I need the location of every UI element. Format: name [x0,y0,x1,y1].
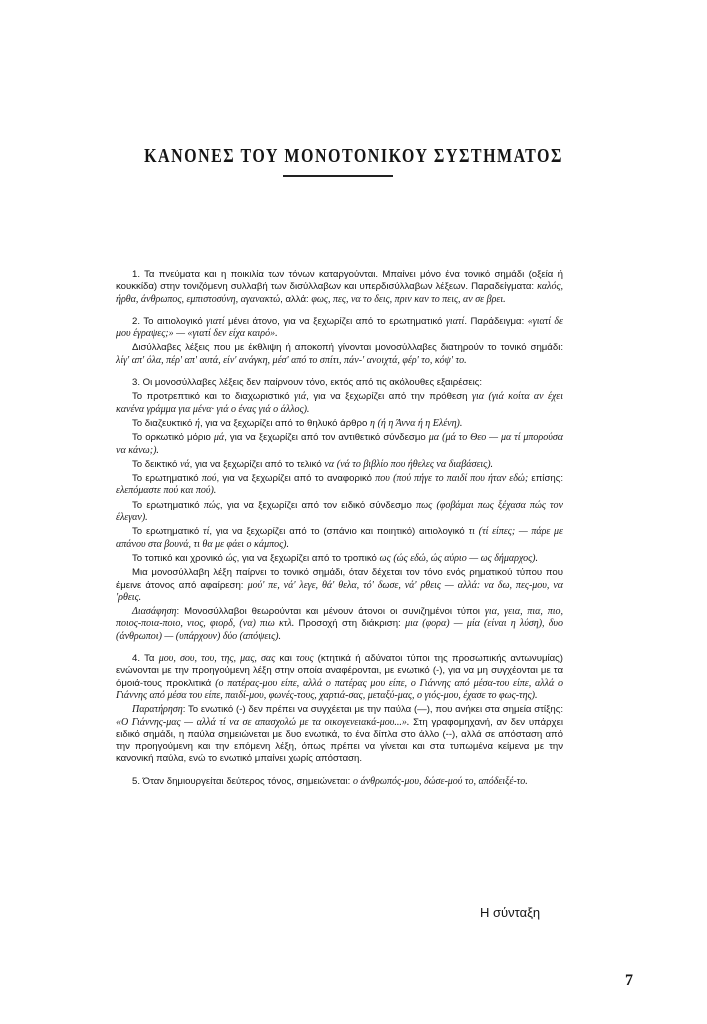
rule-paragraph [116,526,563,551]
paragraph-text: Το δεικτικό [132,458,180,470]
example-text: ελεπόμαστε πού και πού). [116,485,217,497]
paragraph-text: , αλλά: [280,293,312,305]
example-text: ώς [225,552,237,564]
paragraph-text: και [275,653,297,665]
paragraph-text: μένει άτονο, για να ξεχωρίζει από το ερωτηματικό [224,315,446,327]
paragraph-text: . Παράδειγμα: [464,315,528,327]
example-text: μα [428,432,440,444]
rule-paragraph [116,473,563,498]
rule-paragraph [116,316,563,341]
example-text: ο άνθρωπός-μου, δώσε-μού το, απόδειξέ-το. [352,775,528,787]
paragraph-text: , για να ξεχωρίζει από το τελικό [189,458,325,470]
paragraph-text: : Μονοσύλλαβοι θεωρούνται και μένουν άτονοι οι συνιζημένοι τύποι [176,606,485,618]
paragraph-text: Το ερωτηματικό [132,526,204,538]
example-text: να [324,458,335,470]
paragraph-text: 1. Τα πνεύματα και η ποικιλία των τόνων καταργούνται. Μπαίνει μόνο ένα τονικό σημάδι (οξεία ή κουκκίδα) στην τονιζόμενη συλλαβή των δισύλλαβων και υπερδισύλλαβων λέξεων. Παραδείγματα: [116,269,563,293]
example-text: τί [203,526,210,538]
paragraph-text: : Το ενωτικό (-) δεν πρέπει να συγχέεται με την παύλα (—), που ανήκει στα σημεία στίξης: [182,704,563,716]
example-text: Παρατήρηση [132,704,183,716]
rule-paragraph [116,342,563,367]
example-text: ή [194,417,200,429]
example-text: μια (φορα) — μία (είναι η λύση), δυο (άνθρωποι) — (υπάρχουν) δύο (απόψεις). [116,618,563,642]
example-text: πως [416,499,433,511]
example-text: (τί είπες; — πάρε με απάνου στα βουνά, τι θα με φάει ο κάμπος). [116,526,563,550]
example-text: ως [379,552,391,564]
example-text: τους [296,653,314,665]
paragraph-text: 2. Το αιτιολογικό [132,315,207,327]
example-text: (ή η Άννα ή η Ελένη). [377,417,463,429]
rule-paragraph [116,704,563,765]
rule-paragraph [116,269,563,306]
example-text: μά [213,432,225,444]
paragraph-text: 4. Τα [132,653,159,665]
title-underline [283,175,393,177]
rule-paragraph [116,500,563,525]
example-text: λίγ' απ' όλα, πέρ' απ' αυτά, είν' ανάγκη, μέσ' από το σπίτι, πάν-' ανοιχτά, φέρ' το, κόψ' το. [116,354,467,366]
example-text: γιά [294,391,307,403]
example-text: που [375,473,390,485]
example-text: νά [179,458,190,470]
rule-paragraph [116,606,563,643]
example-text: (ώς εδώ, ώς αύριο — ως δήμαρχος). [393,552,538,564]
rule-paragraph [116,391,563,416]
example-text: για [472,391,484,403]
example-text: Διασάφηση [132,606,177,618]
rule-paragraph [116,776,563,788]
paragraph-text: 3. Οι μονοσύλλαβες λέξεις δεν παίρνουν τόνο, εκτός από τις ακόλουθες εξαιρέσεις: [132,377,483,389]
paragraph-text: , για να ξεχωρίζει από την πρόθεση [306,391,473,403]
rule-paragraph [116,459,563,471]
paragraph-text: Το ερωτηματικό [132,473,202,485]
paragraph-text: Το ερωτηματικό [132,499,204,511]
example-text: πώς [203,499,220,511]
page-number: 7 [625,972,633,989]
paragraph-text: , για να ξεχωρίζει από το (σπάνιο και ποιητικό) αιτιολογικό [209,526,469,538]
example-text: μού' πε, νά' λεγε, θά' θελα, τό' δωσε, νά' ρθεις — αλλά: να δω, πες-μου, να 'ρθεις. [116,579,564,603]
page-title: ΚΑΝΟΝΕΣ ΤΟΥ ΜΟΝΟΤΟΝΙΚΟΥ ΣΥΣΤΗΜΑΤΟΣ [144,145,563,167]
rule-paragraph [116,653,563,702]
example-text: (φοβάμαι πως ξέχασα πώς τον έλεγαν). [116,499,563,524]
paragraph-text: , για να ξεχωρίζει από το αναφορικό [216,473,376,485]
rule-paragraph [116,418,563,430]
rule-paragraph [116,432,563,457]
paragraph-text: , για να ξεχωρίζει από τον αντιθετικό σύνδεσμο [224,432,429,444]
paragraph-text: Το διαζευκτικό [132,417,195,429]
signature: Η σύνταξη [480,905,541,920]
paragraph-text: , για να ξεχωρίζει από το τροπικό [236,552,380,564]
example-text: φως, πες, να το δεις, πριν καν το πεις, αν σε βρει. [311,293,506,305]
paragraph-text: Το προτρεπτικό και το διαχωριστικό [132,391,295,403]
paragraph-text: Μια μονοσύλλαβη λέξη παίρνει το τονικό σημάδι, όταν δέχεται τον τόνο ενός ρηματικού τύπου που έμεινε άτονος από αφαίρεση: [116,567,563,591]
example-text: πού [201,473,217,485]
rules-body [116,269,563,790]
paragraph-text: (κτητικά ή αδύνατοι τύποι της προσωπικής αντωνυμίας) ενώνονται με την προηγούμενη λέξη στην οποία αναφέρονται, με ενωτικό (-), για να μη συγχέονται με τα όμοιά-τους προκλιτικά [116,653,563,689]
example-text: για, γεια, πια, πιο, ποιος-ποια-ποιο, νιος, φιορδ, (να) πιω κτλ. [116,606,564,630]
paragraph-text: επίσης: [528,473,563,485]
example-text: (γιά κοίτα αν έχει κανένα γράμμα για μένα· γιά ο ένας γιά ο άλλος). [116,391,564,415]
example-text: «Ο Γιάννης-μας — αλλά τί να σε απασχολώ με τα οικογενειακά-μου...». [116,716,410,728]
example-text: (ο πατέρας-μου είπε, αλλά ο πατέρας μου είπε, ο Γιάννης από μέσα-του είπε, αλλά ο Γιάννης από μέσα του είπε, παιδί-μου, φωνές-τους, χαρτιά-σας, μεταξύ-μας, ο γιός-μου, έχασε το φως-της). [116,677,564,701]
rule-paragraph [116,553,563,565]
paragraph-text: Το τοπικό και χρονικό [132,552,226,564]
example-text: (νά το βιβλίο που ήθελες να διαβάσεις). [336,458,494,470]
example-text: καλός, ήρθα, άνθρωπος, εμπιστοσύνη, αγανακτώ [116,281,563,305]
example-text: γιατί [445,315,465,327]
example-text: μου, σου, του, της, μας, σας [158,653,276,665]
paragraph-text: Προσοχή στη διάκριση: [294,618,406,630]
paragraph-text: , για να ξεχωρίζει από το θηλυκό άρθρο [199,417,370,429]
example-text: τι [468,526,475,538]
example-text: «γιατί δε μου έγραψες;» — «γιατί δεν είχα καιρό». [116,315,564,340]
example-text: η [369,417,375,429]
example-text: γιατί [206,315,225,327]
paragraph-text: , για να ξεχωρίζει από τον ειδικό σύνδεσμο [219,499,417,511]
paragraph-text: Δισύλλαβες λέξεις που με έκθλιψη ή αποκοπή γίνονται μονοσύλλαβες διατηρούν το τονικό σημάδι: [132,342,563,354]
paragraph-text: Το ορκωτικό μόριο [132,432,214,444]
paragraph-text: 5. Όταν δημιουργείται δεύτερος τόνος, σημειώνεται: [132,775,353,787]
example-text: (πού πήγε το παιδί που ήταν εδώ; [393,473,529,485]
rule-paragraph [116,567,563,604]
example-text: (μά το Θεο — μα τί μπορούσα να κάνω;). [116,432,563,456]
paragraph-text: Στη γραφομηχανή, αν δεν υπάρχει ειδικό σημάδι, η παύλα σημειώνεται με δυο ενωτικά, το ένα δίπλα στο άλλο (--), αλλά σε απόσταση από την προηγούμενη και την επόμενη λέξη, όπως πρέπει να γίνεται και στα τυπωμένα κείμενα με την κανονική παύλα, ενώ το ενωτικό μπαίνει χωρίς απόσταση. [116,716,563,765]
rule-paragraph [116,377,563,389]
